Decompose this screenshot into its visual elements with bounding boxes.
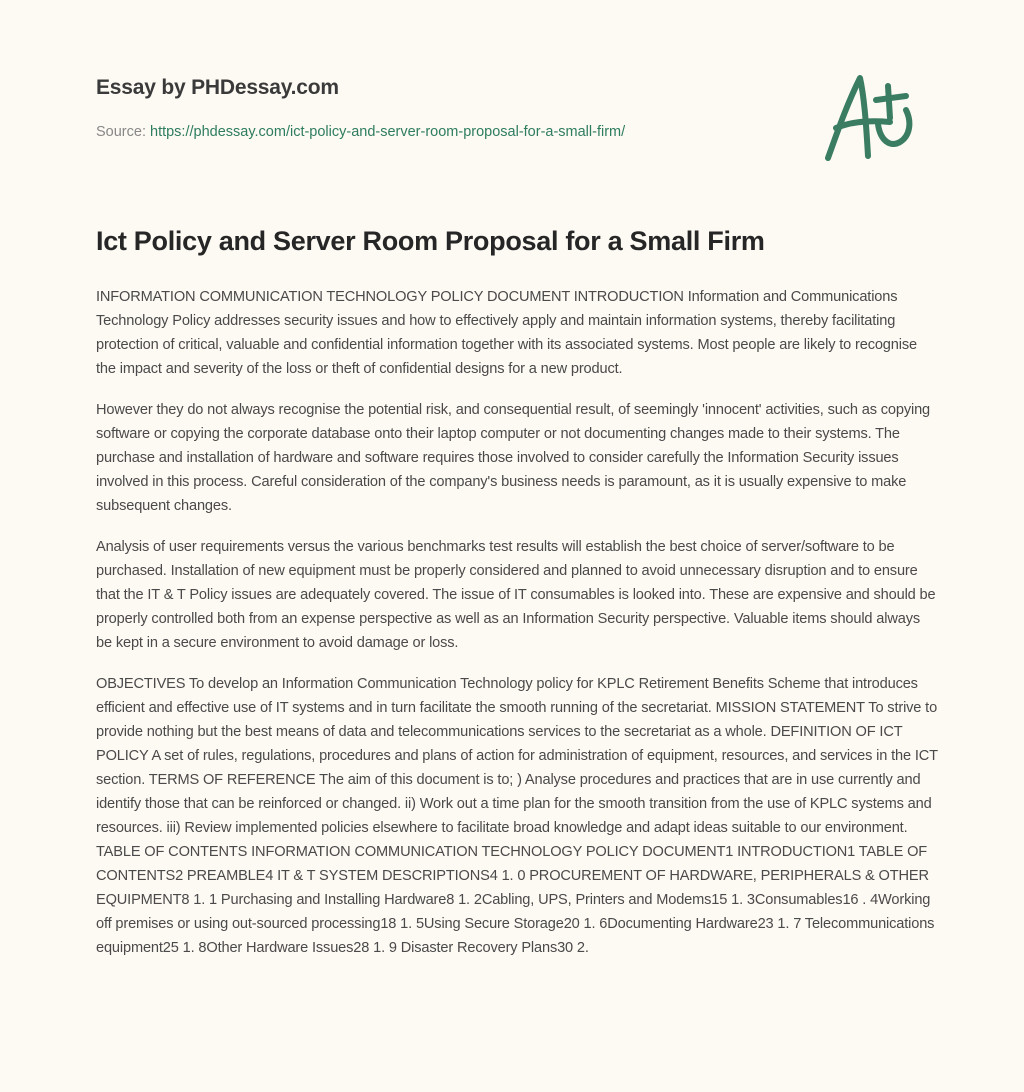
- source-line: [96, 124, 625, 140]
- source-label: Source:: [96, 124, 150, 140]
- essay-paragraph: INFORMATION COMMUNICATION TECHNOLOGY POLICY DOCUMENT INTRODUCTION Information and Communications Technology Policy addresses security issues and how to effectively apply and maintain information systems, thereby facilitating protection of critical, valuable and confidential information together with its associated systems. Most people are likely to recognise the impact and severity of the loss or theft of confidential designs for a new product.: [96, 289, 917, 377]
- page-header: [96, 76, 936, 140]
- source-link[interactable]: https://phdessay.com/ict-policy-and-server-room-proposal-for-a-small-firm/: [150, 124, 626, 140]
- brand-title: Essay by PHDessay.com: [96, 76, 339, 99]
- essay-paragraph: However they do not always recognise the potential risk, and consequential result, of seemingly 'innocent' activities, such as copying software or copying the corporate database onto their laptop computer or not documenting changes made to their systems. The purchase and installation of hardware and software requires those involved to consider carefully the Information Security issues involved in this process. Careful consideration of the company's business needs is paramount, as it is usually expensive to make subsequent changes.: [96, 402, 930, 514]
- essay-paragraph: OBJECTIVES To develop an Information Communication Technology policy for KPLC Retirement Benefits Scheme that introduces efficient and effective use of IT systems and in turn facilitate the smooth running of the secretariat. MISSION STATEMENT To strive to provide nothing but the best means of data and telecommunications services to the secretariat as a whole. DEFINITION OF ICT POLICY A set of rules, regulations, procedures and plans of action for administration of equipment, resources, and services in the ICT section. TERMS OF REFERENCE The aim of this document is to; ) Analyse procedures and practices that are in use currently and identify those that can be reinforced or changed. ii) Work out a time plan for the smooth transition from the use of KPLC systems and resources. iii) Review implemented policies elsewhere to facilitate broad knowledge and adapt ideas suitable to our environment. TABLE OF CONTENTS INFORMATION COMMUNICATION TECHNOLOGY POLICY DOCUMENT1 INTRODUCTION1 TABLE OF CONTENTS2 PREAMBLE4 IT & T SYSTEM DESCRIPTIONS4 1. 0 PROCUREMENT OF HARDWARE, PERIPHERALS & OTHER EQUIPMENT8 1. 1 Purchasing and Installing Hardware8 1. 2Cabling, UPS, Printers and Modems15 1. 3Consumables16 . 4Working off premises or using out-sourced processing18 1. 5Using Secure Storage20 1. 6Documenting Hardware23 1. 7 Telecommunications equipment25 1. 8Other Hardware Issues28 1. 9 Disaster Recovery Plans30 2.: [96, 676, 938, 956]
- essay-title: Ict Policy and Server Room Proposal for a Small Firm: [96, 226, 765, 256]
- a-plus-logo-icon: [820, 66, 930, 166]
- essay-paragraph: Analysis of user requirements versus the various benchmarks test results will establish the best choice of server/software to be purchased. Installation of new equipment must be properly considered and planned to avoid unnecessary disruption and to ensure that the IT & T Policy issues are adequately covered. The issue of IT consumables is looked into. These are expensive and should be properly controlled both from an expense perspective as well as an Information Security perspective. Valuable items should always be kept in a secure environment to avoid damage or loss.: [96, 539, 936, 651]
- essay-body: [96, 285, 938, 977]
